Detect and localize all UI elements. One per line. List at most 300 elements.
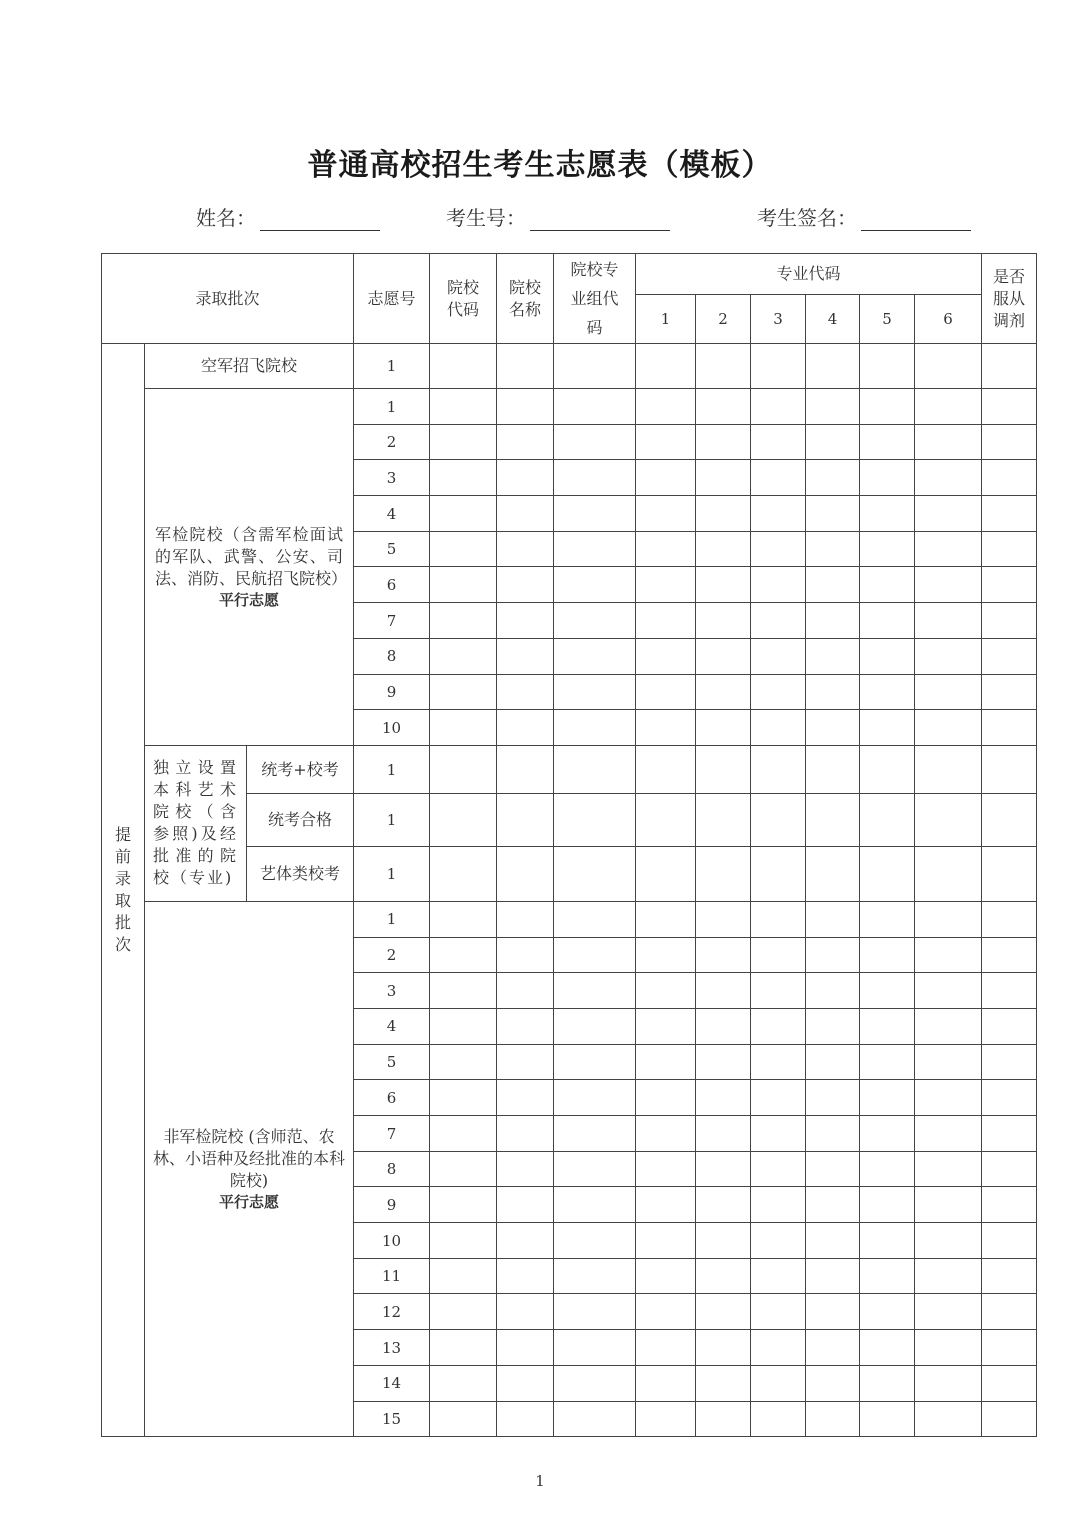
major-5-cell[interactable]: [860, 1151, 915, 1187]
group-code-cell[interactable]: [554, 603, 636, 639]
group-code-cell[interactable]: [554, 344, 636, 389]
major-4-cell[interactable]: [806, 1080, 860, 1116]
school-name-cell[interactable]: [497, 973, 554, 1009]
major-2-cell[interactable]: [696, 1294, 751, 1330]
group-code-cell[interactable]: [554, 1330, 636, 1366]
major-6-cell[interactable]: [915, 745, 982, 793]
major-2-cell[interactable]: [696, 389, 751, 425]
major-4-cell[interactable]: [806, 1151, 860, 1187]
major-2-cell[interactable]: [696, 674, 751, 710]
major-4-cell[interactable]: [806, 344, 860, 389]
major-4-cell[interactable]: [806, 901, 860, 937]
school-code-cell[interactable]: [430, 1365, 497, 1401]
major-6-cell[interactable]: [915, 1294, 982, 1330]
adjust-cell[interactable]: [982, 745, 1037, 793]
major-4-cell[interactable]: [806, 638, 860, 674]
major-6-cell[interactable]: [915, 1044, 982, 1080]
major-4-cell[interactable]: [806, 1294, 860, 1330]
major-1-cell[interactable]: [636, 460, 696, 496]
school-code-cell[interactable]: [430, 901, 497, 937]
major-4-cell[interactable]: [806, 1008, 860, 1044]
group-code-cell[interactable]: [554, 1080, 636, 1116]
group-code-cell[interactable]: [554, 937, 636, 973]
major-3-cell[interactable]: [751, 846, 806, 901]
school-name-cell[interactable]: [497, 1330, 554, 1366]
school-name-cell[interactable]: [497, 1151, 554, 1187]
major-4-cell[interactable]: [806, 973, 860, 1009]
major-4-cell[interactable]: [806, 710, 860, 746]
major-2-cell[interactable]: [696, 496, 751, 532]
group-code-cell[interactable]: [554, 973, 636, 1009]
school-code-cell[interactable]: [430, 531, 497, 567]
major-2-cell[interactable]: [696, 793, 751, 846]
major-1-cell[interactable]: [636, 531, 696, 567]
school-code-cell[interactable]: [430, 937, 497, 973]
major-2-cell[interactable]: [696, 846, 751, 901]
adjust-cell[interactable]: [982, 1258, 1037, 1294]
choice-number: 7: [386, 1124, 397, 1143]
school-name-cell[interactable]: [497, 1258, 554, 1294]
major-4-cell[interactable]: [806, 460, 860, 496]
major-5-cell[interactable]: [860, 973, 915, 1009]
major-5-cell[interactable]: [860, 603, 915, 639]
major-5-cell[interactable]: [860, 531, 915, 567]
major-5-cell[interactable]: [860, 1187, 915, 1223]
major-1-cell[interactable]: [636, 1187, 696, 1223]
school-name-cell[interactable]: [497, 531, 554, 567]
school-name-cell[interactable]: [497, 603, 554, 639]
major-1-cell[interactable]: [636, 1258, 696, 1294]
major-4-cell[interactable]: [806, 1365, 860, 1401]
adjust-cell[interactable]: [982, 1044, 1037, 1080]
adjust-cell[interactable]: [982, 496, 1037, 532]
school-name-cell[interactable]: [497, 846, 554, 901]
major-2-cell[interactable]: [696, 567, 751, 603]
major-3-cell[interactable]: [751, 460, 806, 496]
adjust-cell[interactable]: [982, 1187, 1037, 1223]
adjust-cell[interactable]: [982, 710, 1037, 746]
major-5-cell[interactable]: [860, 1401, 915, 1437]
group-code-cell[interactable]: [554, 1044, 636, 1080]
school-name-cell[interactable]: [497, 793, 554, 846]
major-3-cell[interactable]: [751, 1401, 806, 1437]
school-code-cell[interactable]: [430, 846, 497, 901]
major-3-cell[interactable]: [751, 674, 806, 710]
major-2-cell[interactable]: [696, 344, 751, 389]
major-1-cell[interactable]: [636, 1116, 696, 1152]
school-code-cell[interactable]: [430, 1116, 497, 1152]
school-code-cell[interactable]: [430, 1330, 497, 1366]
group-code-cell[interactable]: [554, 1294, 636, 1330]
major-3-cell[interactable]: [751, 567, 806, 603]
major-2-cell[interactable]: [696, 1365, 751, 1401]
adjust-cell[interactable]: [982, 638, 1037, 674]
major-1-cell[interactable]: [636, 638, 696, 674]
major-5-cell[interactable]: [860, 745, 915, 793]
major-6-cell[interactable]: [915, 1330, 982, 1366]
major-3-cell[interactable]: [751, 901, 806, 937]
school-code-cell[interactable]: [430, 793, 497, 846]
school-name-cell[interactable]: [497, 674, 554, 710]
school-name-cell[interactable]: [497, 638, 554, 674]
major-1-cell[interactable]: [636, 1223, 696, 1259]
group-code-cell[interactable]: [554, 496, 636, 532]
group-code-cell[interactable]: [554, 710, 636, 746]
major-5-cell[interactable]: [860, 793, 915, 846]
school-name-cell[interactable]: [497, 424, 554, 460]
major-1-cell[interactable]: [636, 973, 696, 1009]
major-4-cell[interactable]: [806, 389, 860, 425]
major-3-cell[interactable]: [751, 603, 806, 639]
group-code-cell[interactable]: [554, 638, 636, 674]
major-5-cell[interactable]: [860, 1258, 915, 1294]
major-1-cell[interactable]: [636, 674, 696, 710]
major-1-cell[interactable]: [636, 745, 696, 793]
adjust-cell[interactable]: [982, 460, 1037, 496]
group-code-cell[interactable]: [554, 674, 636, 710]
major-6-cell[interactable]: [915, 1365, 982, 1401]
major-3-cell[interactable]: [751, 496, 806, 532]
major-4-cell[interactable]: [806, 846, 860, 901]
school-code-cell[interactable]: [430, 1223, 497, 1259]
major-4-cell[interactable]: [806, 496, 860, 532]
group-code-cell[interactable]: [554, 460, 636, 496]
school-code-cell[interactable]: [430, 1151, 497, 1187]
major-5-cell[interactable]: [860, 389, 915, 425]
school-name-cell[interactable]: [497, 460, 554, 496]
major-4-cell[interactable]: [806, 674, 860, 710]
major-5-cell[interactable]: [860, 674, 915, 710]
school-name-cell[interactable]: [497, 745, 554, 793]
major-5-cell[interactable]: [860, 1294, 915, 1330]
school-name-cell[interactable]: [497, 710, 554, 746]
adjust-cell[interactable]: [982, 531, 1037, 567]
major-3-cell[interactable]: [751, 424, 806, 460]
major-1-cell[interactable]: [636, 344, 696, 389]
major-6-cell[interactable]: [915, 937, 982, 973]
school-name-cell[interactable]: [497, 1044, 554, 1080]
major-5-cell[interactable]: [860, 1223, 915, 1259]
major-3-cell[interactable]: [751, 1294, 806, 1330]
choice-number: 10: [381, 1231, 402, 1250]
school-name-cell[interactable]: [497, 344, 554, 389]
major-1-cell[interactable]: [636, 1080, 696, 1116]
major-3-cell[interactable]: [751, 745, 806, 793]
major-3-cell[interactable]: [751, 973, 806, 1009]
school-code-cell[interactable]: [430, 1187, 497, 1223]
major-6-cell[interactable]: [915, 638, 982, 674]
major-3-cell[interactable]: [751, 344, 806, 389]
school-name-cell[interactable]: [497, 1008, 554, 1044]
group-code-cell[interactable]: [554, 793, 636, 846]
school-code-cell[interactable]: [430, 1294, 497, 1330]
school-code-cell[interactable]: [430, 424, 497, 460]
school-name-cell[interactable]: [497, 901, 554, 937]
school-name-cell[interactable]: [497, 1116, 554, 1152]
major-4-cell[interactable]: [806, 1330, 860, 1366]
adjust-cell[interactable]: [982, 344, 1037, 389]
major-2-cell[interactable]: [696, 1080, 751, 1116]
group-code-cell[interactable]: [554, 1401, 636, 1437]
major-2-cell[interactable]: [696, 1151, 751, 1187]
major-5-cell[interactable]: [860, 846, 915, 901]
major-4-cell[interactable]: [806, 1187, 860, 1223]
major-5-cell[interactable]: [860, 344, 915, 389]
major-6-cell[interactable]: [915, 1008, 982, 1044]
major-2-cell[interactable]: [696, 710, 751, 746]
group-code-cell[interactable]: [554, 901, 636, 937]
major-6-cell[interactable]: [915, 531, 982, 567]
adjust-cell[interactable]: [982, 1330, 1037, 1366]
school-name-cell[interactable]: [497, 1187, 554, 1223]
major-1-cell[interactable]: [636, 389, 696, 425]
school-name-cell[interactable]: [497, 1223, 554, 1259]
major-5-cell[interactable]: [860, 424, 915, 460]
school-code-cell[interactable]: [430, 460, 497, 496]
school-name-cell[interactable]: [497, 1365, 554, 1401]
school-code-cell[interactable]: [430, 1008, 497, 1044]
major-4-cell[interactable]: [806, 1223, 860, 1259]
adjust-cell[interactable]: [982, 937, 1037, 973]
major-1-cell[interactable]: [636, 603, 696, 639]
major-1-cell[interactable]: [636, 901, 696, 937]
major-5-cell[interactable]: [860, 1116, 915, 1152]
major-5-cell[interactable]: [860, 901, 915, 937]
major-1-cell[interactable]: [636, 1294, 696, 1330]
major-1-cell[interactable]: [636, 496, 696, 532]
major-2-cell[interactable]: [696, 603, 751, 639]
major-6-cell[interactable]: [915, 389, 982, 425]
major-2-cell[interactable]: [696, 1401, 751, 1437]
group-code-cell[interactable]: [554, 567, 636, 603]
major-6-cell[interactable]: [915, 901, 982, 937]
major-1-cell[interactable]: [636, 1151, 696, 1187]
major-5-cell[interactable]: [860, 1044, 915, 1080]
major-4-cell[interactable]: [806, 424, 860, 460]
major-5-cell[interactable]: [860, 1008, 915, 1044]
major-6-cell[interactable]: [915, 603, 982, 639]
major-6-cell[interactable]: [915, 793, 982, 846]
major-2-cell[interactable]: [696, 1187, 751, 1223]
major-1-cell[interactable]: [636, 710, 696, 746]
school-code-cell[interactable]: [430, 1044, 497, 1080]
school-name-cell[interactable]: [497, 389, 554, 425]
major-4-cell[interactable]: [806, 1116, 860, 1152]
major-3-cell[interactable]: [751, 1008, 806, 1044]
group-code-cell[interactable]: [554, 424, 636, 460]
major-3-cell[interactable]: [751, 937, 806, 973]
major-5-cell[interactable]: [860, 937, 915, 973]
major-1-cell[interactable]: [636, 793, 696, 846]
school-code-cell[interactable]: [430, 389, 497, 425]
major-1-cell[interactable]: [636, 1401, 696, 1437]
major-6-cell[interactable]: [915, 1223, 982, 1259]
adjust-cell[interactable]: [982, 1294, 1037, 1330]
major-6-cell[interactable]: [915, 710, 982, 746]
major-4-cell[interactable]: [806, 567, 860, 603]
school-name-cell[interactable]: [497, 1294, 554, 1330]
adjust-cell[interactable]: [982, 793, 1037, 846]
major-1-cell[interactable]: [636, 424, 696, 460]
major-5-cell[interactable]: [860, 710, 915, 746]
adjust-cell[interactable]: [982, 1116, 1037, 1152]
major-2-cell[interactable]: [696, 745, 751, 793]
student-info-fields: [0, 202, 1080, 238]
major-2-cell[interactable]: [696, 531, 751, 567]
major-6-cell[interactable]: [915, 1116, 982, 1152]
major-2-cell[interactable]: [696, 901, 751, 937]
major-4-cell[interactable]: [806, 1401, 860, 1437]
major-5-cell[interactable]: [860, 1365, 915, 1401]
major-5-cell[interactable]: [860, 496, 915, 532]
choice-number: 11: [381, 1267, 402, 1286]
major-6-cell[interactable]: [915, 496, 982, 532]
major-2-cell[interactable]: [696, 973, 751, 1009]
major-3-cell[interactable]: [751, 1258, 806, 1294]
major-6-cell[interactable]: [915, 674, 982, 710]
group-code-cell[interactable]: [554, 1258, 636, 1294]
name-input[interactable]: [260, 206, 380, 231]
major-1-cell[interactable]: [636, 1365, 696, 1401]
major-6-cell[interactable]: [915, 567, 982, 603]
school-code-cell[interactable]: [430, 638, 497, 674]
major-1-cell[interactable]: [636, 1330, 696, 1366]
major-3-cell[interactable]: [751, 1080, 806, 1116]
group-code-cell[interactable]: [554, 745, 636, 793]
adjust-cell[interactable]: [982, 1401, 1037, 1437]
school-name-cell[interactable]: [497, 937, 554, 973]
group-code-cell[interactable]: [554, 846, 636, 901]
major-1-cell[interactable]: [636, 846, 696, 901]
school-code-cell[interactable]: [430, 973, 497, 1009]
major-3-cell[interactable]: [751, 531, 806, 567]
major-1-cell[interactable]: [636, 1044, 696, 1080]
major-2-cell[interactable]: [696, 1008, 751, 1044]
adjust-cell[interactable]: [982, 674, 1037, 710]
school-code-cell[interactable]: [430, 603, 497, 639]
major-3-cell[interactable]: [751, 1151, 806, 1187]
school-code-cell[interactable]: [430, 496, 497, 532]
major-5-cell[interactable]: [860, 638, 915, 674]
major-5-cell[interactable]: [860, 460, 915, 496]
major-3-cell[interactable]: [751, 1044, 806, 1080]
school-name-cell[interactable]: [497, 567, 554, 603]
major-6-cell[interactable]: [915, 344, 982, 389]
major-4-cell[interactable]: [806, 603, 860, 639]
school-code-cell[interactable]: [430, 1258, 497, 1294]
group-code-cell[interactable]: [554, 1223, 636, 1259]
adjust-cell[interactable]: [982, 567, 1037, 603]
major-6-cell[interactable]: [915, 973, 982, 1009]
major-4-cell[interactable]: [806, 793, 860, 846]
major-1-cell[interactable]: [636, 567, 696, 603]
major-2-cell[interactable]: [696, 937, 751, 973]
school-code-cell[interactable]: [430, 745, 497, 793]
major-3-cell[interactable]: [751, 1365, 806, 1401]
major-2-cell[interactable]: [696, 424, 751, 460]
major-2-cell[interactable]: [696, 1258, 751, 1294]
choice-number: 15: [381, 1410, 402, 1429]
major-3-cell[interactable]: [751, 1116, 806, 1152]
group-code-cell[interactable]: [554, 1008, 636, 1044]
major-6-cell[interactable]: [915, 1151, 982, 1187]
exam-no-input[interactable]: [530, 206, 670, 231]
adjust-cell[interactable]: [982, 1151, 1037, 1187]
major-6-cell[interactable]: [915, 460, 982, 496]
adjust-cell[interactable]: [982, 1365, 1037, 1401]
group-code-cell[interactable]: [554, 1151, 636, 1187]
major-6-cell[interactable]: [915, 1187, 982, 1223]
adjust-cell[interactable]: [982, 1008, 1037, 1044]
major-5-cell[interactable]: [860, 1330, 915, 1366]
major-4-cell[interactable]: [806, 531, 860, 567]
major-2-cell[interactable]: [696, 1116, 751, 1152]
major-5-cell[interactable]: [860, 1080, 915, 1116]
adjust-cell[interactable]: [982, 389, 1037, 425]
major-3-cell[interactable]: [751, 1330, 806, 1366]
major-3-cell[interactable]: [751, 1187, 806, 1223]
major-6-cell[interactable]: [915, 846, 982, 901]
major-6-cell[interactable]: [915, 1401, 982, 1437]
adjust-cell[interactable]: [982, 973, 1037, 1009]
adjust-cell[interactable]: [982, 424, 1037, 460]
major-4-cell[interactable]: [806, 745, 860, 793]
school-name-header: [497, 254, 554, 344]
adjust-cell[interactable]: [982, 603, 1037, 639]
major-4-cell[interactable]: [806, 937, 860, 973]
adjust-cell[interactable]: [982, 846, 1037, 901]
school-code-cell[interactable]: [430, 1401, 497, 1437]
school-name-cell[interactable]: [497, 1080, 554, 1116]
major-6-cell[interactable]: [915, 1258, 982, 1294]
group-code-cell[interactable]: [554, 531, 636, 567]
group-code-cell[interactable]: [554, 1187, 636, 1223]
major-2-cell[interactable]: [696, 460, 751, 496]
major-2-cell[interactable]: [696, 1330, 751, 1366]
major-1-cell[interactable]: [636, 937, 696, 973]
major-4-cell[interactable]: [806, 1044, 860, 1080]
adjust-cell[interactable]: [982, 1223, 1037, 1259]
major-3-cell[interactable]: [751, 793, 806, 846]
school-code-cell[interactable]: [430, 344, 497, 389]
group-code-cell[interactable]: [554, 389, 636, 425]
major-5-cell[interactable]: [860, 567, 915, 603]
choice-number-cell: [354, 1294, 430, 1330]
major-3-cell[interactable]: [751, 638, 806, 674]
school-name-cell[interactable]: [497, 496, 554, 532]
adjust-cell[interactable]: [982, 1080, 1037, 1116]
group-code-cell[interactable]: [554, 1365, 636, 1401]
school-code-cell[interactable]: [430, 567, 497, 603]
school-code-cell[interactable]: [430, 710, 497, 746]
school-name-cell[interactable]: [497, 1401, 554, 1437]
major-6-cell[interactable]: [915, 1080, 982, 1116]
group-code-cell[interactable]: [554, 1116, 636, 1152]
school-code-cell[interactable]: [430, 674, 497, 710]
major-3-cell[interactable]: [751, 1223, 806, 1259]
signature-input[interactable]: [861, 206, 971, 231]
major-2-cell[interactable]: [696, 1223, 751, 1259]
major-6-cell[interactable]: [915, 424, 982, 460]
major-2-cell[interactable]: [696, 1044, 751, 1080]
school-code-cell[interactable]: [430, 1080, 497, 1116]
major-3-cell[interactable]: [751, 389, 806, 425]
major-4-cell[interactable]: [806, 1258, 860, 1294]
adjust-cell[interactable]: [982, 901, 1037, 937]
major-3-cell[interactable]: [751, 710, 806, 746]
major-1-cell[interactable]: [636, 1008, 696, 1044]
major-2-cell[interactable]: [696, 638, 751, 674]
